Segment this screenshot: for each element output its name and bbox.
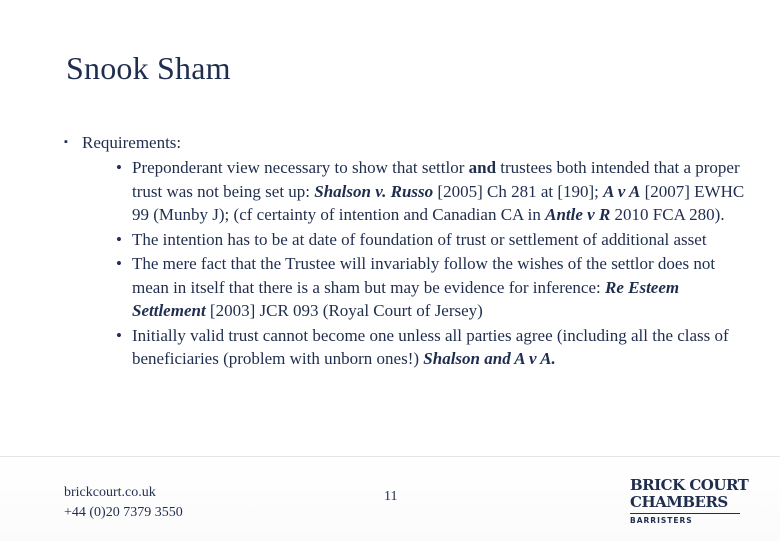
dot-bullet-icon: • (116, 229, 122, 249)
requirement-item (116, 252, 748, 323)
case-citation: A v A (603, 181, 641, 201)
body-text: 2010 FCA 280). (610, 205, 725, 224)
page-number: 11 (384, 489, 398, 504)
requirements-label: Requirements: (82, 133, 182, 152)
body-text: [2003] JCR 093 (Royal Court of Jersey) (205, 301, 483, 320)
case-citation: Re Esteem Settlement (132, 277, 680, 320)
body-text: [2005] Ch 281 at [190]; (433, 181, 604, 201)
requirement-item (116, 324, 748, 371)
body-text: The mere fact that the Trustee will invariably follow the wishes of the settlor does not mean in itself that there is a sham but may be evidence for inference: (132, 254, 716, 297)
body-text: Initially valid trust cannot become one unless all parties agree (including all the class of beneficiaries (problem with unborn ones!) (132, 325, 729, 368)
requirement-item (116, 156, 748, 227)
body-text: Preponderant view necessary to show that settlor (132, 158, 469, 177)
brick-court-chambers-logo (630, 476, 749, 526)
footer-contact (64, 483, 183, 523)
body-text: [2007] EWHC 99 (Munby J); (cf certainty of intention and Canadian CA in (132, 181, 745, 224)
dot-bullet-icon: • (116, 254, 122, 273)
slide-content (64, 132, 754, 372)
footer (0, 456, 780, 541)
logo-line-1: BRICK COURT (630, 476, 749, 494)
case-citation: and A v A. (484, 349, 556, 368)
logo-line-2: CHAMBERS (630, 493, 728, 511)
body-text: The intention has to be at date of foundation of trust or settlement of additional asset (132, 229, 707, 249)
requirements-list (64, 156, 754, 371)
footer-phone: +44 (0)20 7379 3550 (64, 505, 183, 520)
square-bullet-icon: ▪ (64, 136, 68, 148)
case-citation: Shalson v. Russo (314, 181, 434, 201)
dot-bullet-icon: • (116, 325, 122, 345)
dot-bullet-icon: • (116, 158, 122, 177)
footer-website: brickcourt.co.uk (64, 485, 156, 500)
logo-line-3: BARRISTERS (630, 516, 693, 525)
logo-divider (630, 513, 740, 514)
emphasis-text: and (468, 158, 497, 177)
case-citation: Shalson (423, 349, 480, 368)
case-citation: Antle v R (545, 205, 611, 224)
body-text: trustees both intended that a proper trust was not being set up: (132, 158, 740, 201)
slide-title: Snook Sham (66, 50, 231, 86)
requirements-heading (64, 132, 754, 154)
requirement-item (116, 228, 748, 252)
